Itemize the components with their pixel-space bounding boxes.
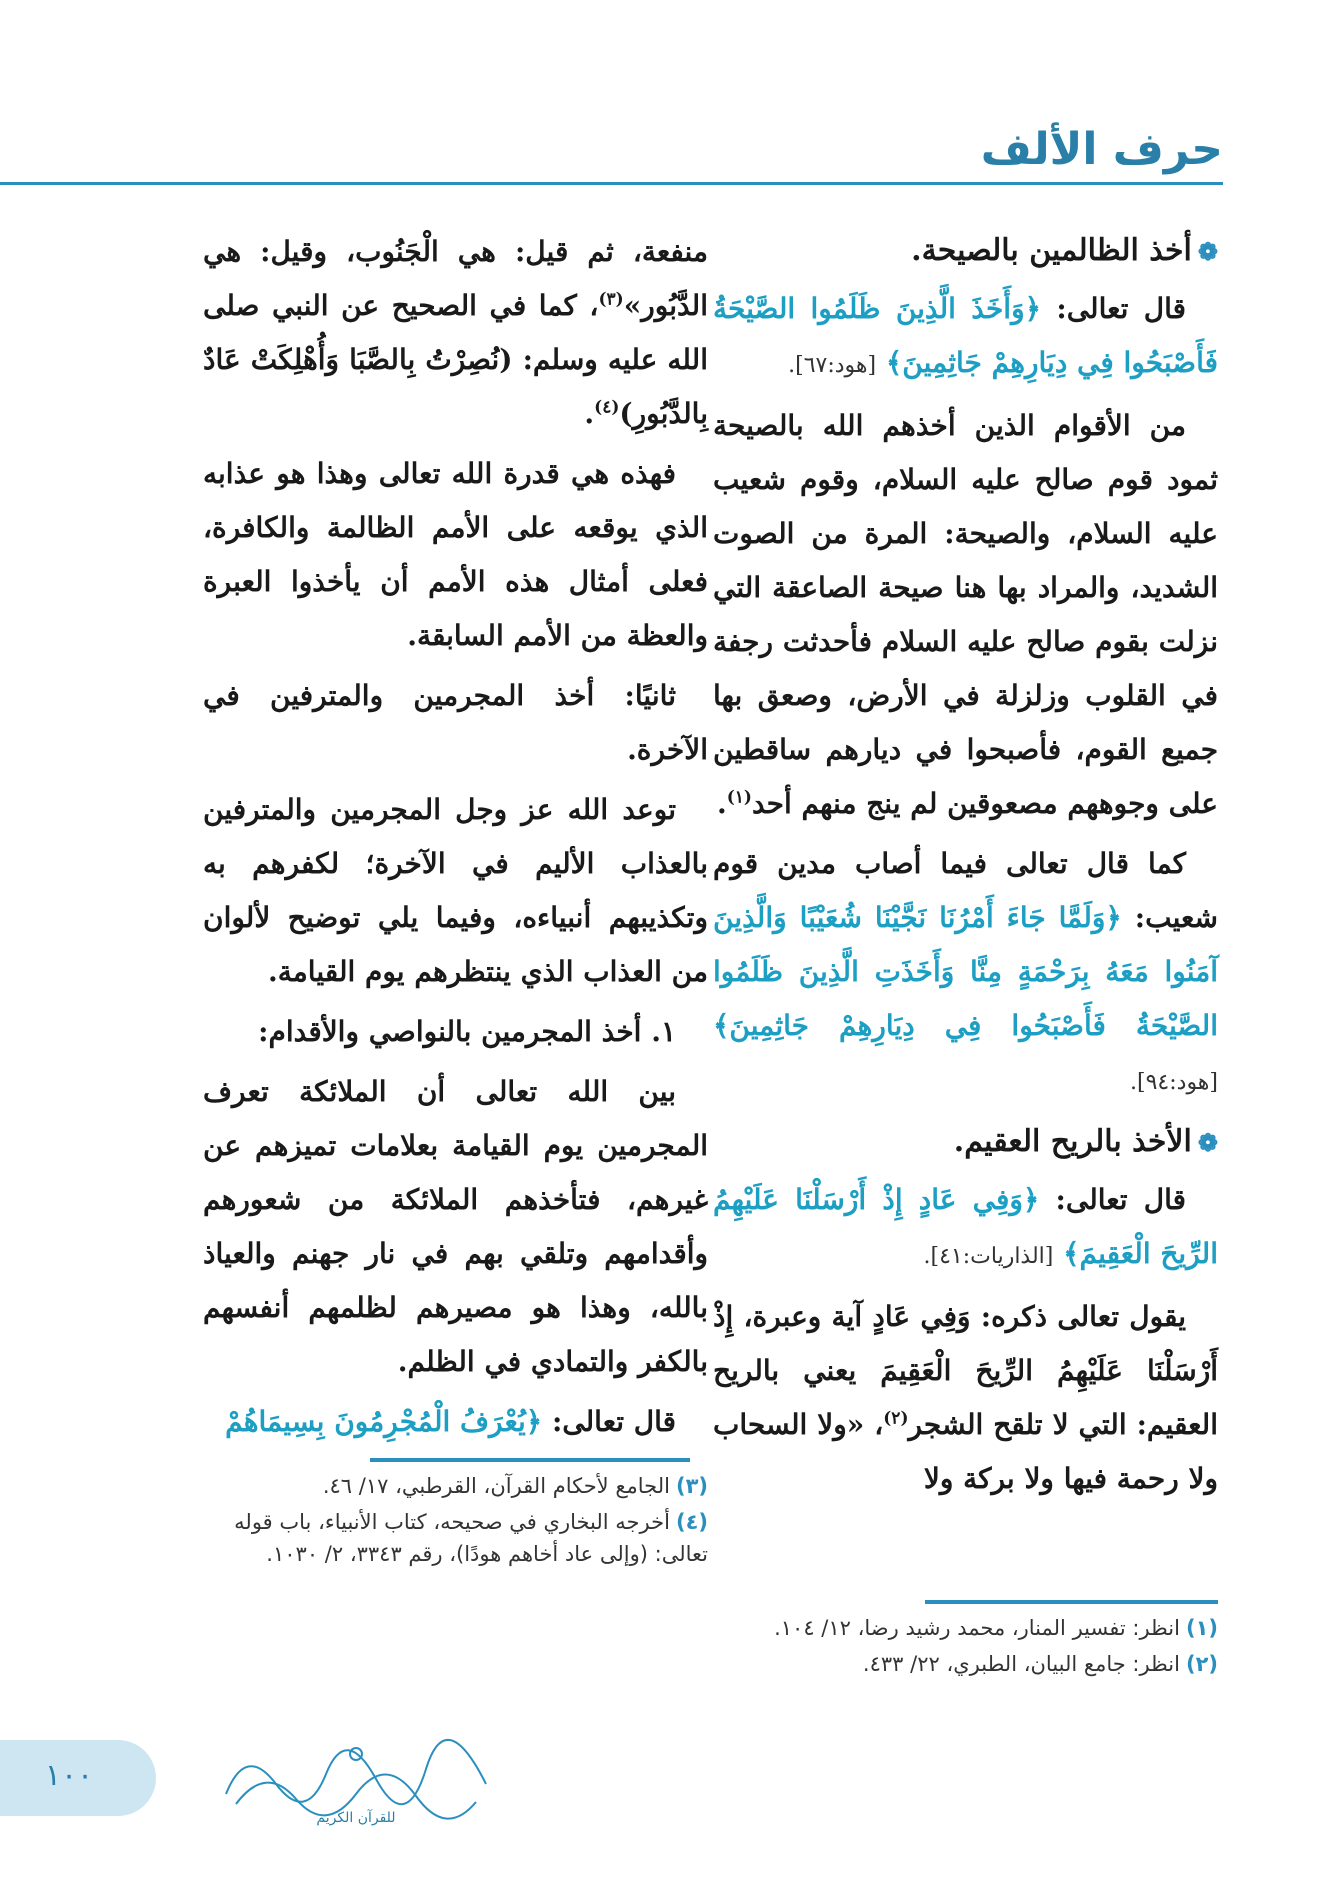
footnote: (٢)انظر: جامع البيان، الطبري، ٢٢/ ٤٣٣. [862, 1652, 1218, 1676]
quran-verse: ﴿يُعْرَفُ الْمُجْرِمُونَ بِسِيمَاهُمْ [225, 1405, 543, 1438]
subheading-second: ثانيًا: أخذ المجرمين والمترفين في الآخرة. [203, 679, 708, 766]
paragraph: قال تعالى: ﴿يُعْرَفُ الْمُجْرِمُونَ بِسِيمَاهُمْ [225, 1405, 676, 1438]
right-column [713, 225, 1218, 1512]
footnote: (٤)أخرجه البخاري في صحيحه، كتاب الأنبياء، باب قوله تعالى: (وإلى عاد أخاهم هودًا)، رقم ٣٣٤٣، ٢/ ١٠٣٠. [234, 1510, 708, 1566]
footnote: (٣)الجامع لأحكام القرآن، القرطبي، ١٧/ ٤٦. [322, 1474, 708, 1498]
footnotes-left [203, 1470, 708, 1574]
verse-reference: [هود:٦٧]. [788, 353, 877, 378]
footnote-marker: (٣) [598, 289, 624, 310]
header-divider [0, 182, 1223, 185]
quran-verse: ﴿وَأَخَذَ الَّذِينَ ظَلَمُوا الصَّيْحَةُ فَأَصْبَحُوا فِي دِيَارِهِمْ جَاثِمِينَ﴾ [713, 292, 1218, 379]
flower-bullet-icon: ❁ [1197, 237, 1218, 266]
flower-bullet-icon: ❁ [1197, 1128, 1218, 1157]
paragraph: فهذه هي قدرة الله تعالى وهذا هو عذابه الذي يوقعه على الأمم الظالمة والكافرة، فعلى أمثال هذه الأمم أن يأخذوا العبرة والعظة من الأمم السابقة. [203, 457, 708, 652]
quran-verse: ﴿وَفِي عَادٍ إِذْ أَرْسَلْنَا عَلَيْهِمُ الرِّيحَ الْعَقِيمَ﴾ [713, 1183, 1218, 1270]
verse-reference: [الذاريات:٤١]. [923, 1244, 1054, 1269]
footnote: (١)انظر: تفسير المنار، محمد رشيد رضا، ١٢/ ١٠٤. [774, 1616, 1218, 1640]
paragraph: بين الله تعالى أن الملائكة تعرف المجرمين يوم القيامة بعلامات تميزهم عن غيرهم، فتأخذهم الملائكة من شعورهم وأقدامهم وتلقي بهم في نار جهنم والعياذ بالله، وهذا هو مصيرهم لظلمهم أنفسهم بالكفر والتمادي في الظلم. [203, 1075, 708, 1378]
paragraph: قال تعالى: ﴿وَفِي عَادٍ إِذْ أَرْسَلْنَا عَلَيْهِمُ الرِّيحَ الْعَقِيمَ﴾ [الذاريات:٤١]. [713, 1183, 1218, 1270]
paragraph: يقول تعالى ذكره: وَفِي عَادٍ آية وعبرة، إِذْ أَرْسَلْنَا عَلَيْهِمُ الرِّيحَ الْعَقِيمَ يعني بالريح العقيم: التي لا تلقح الشجر$^{(٢)}$، «ولا السحاب ولا رحمة فيها ولا بركة ولا [713, 1300, 1218, 1495]
footnotes-right [713, 1612, 1218, 1684]
verse-reference: [هود:٩٤]. [1130, 1070, 1218, 1095]
logo-subtitle: للقرآن الكريم [316, 1810, 396, 1826]
paragraph: توعد الله عز وجل المجرمين والمترفين بالعذاب الأليم في الآخرة؛ لكفرهم به وتكذيبهم أنبياءه، وفيما يلي توضيح لألوان من العذاب الذي ينتظرهم يوم القيامة. [203, 793, 708, 988]
section-heading-wind: ❁الأخذ بالريح العقيم. [953, 1124, 1218, 1159]
page-header-title: حرف الألف [980, 124, 1223, 175]
footnote-marker: (١) [726, 787, 752, 808]
footnote-divider [370, 1458, 690, 1462]
subheading-numbered: ١. أخذ المجرمين بالنواصي والأقدام: [258, 1015, 676, 1048]
section-heading-shout: ❁أخذ الظالمين بالصيحة. [911, 233, 1218, 268]
paragraph: كما قال تعالى فيما أصاب مدين قوم شعيب: ﴿وَلَمَّا جَاءَ أَمْرُنَا نَجَّيْنَا شُعَيْبًا وَالَّذِينَ آمَنُوا مَعَهُ بِرَحْمَةٍ مِنَّا وَأَخَذَتِ الَّذِينَ ظَلَمُوا الصَّيْحَةُ فَأَصْبَحُوا فِي دِيَارِهِمْ جَاثِمِينَ﴾ [هود:٩٤]. [713, 847, 1218, 1095]
footnote-marker: (٢) [883, 1408, 909, 1429]
paragraph: من الأقوام الذين أخذهم الله بالصيحة ثمود قوم صالح عليه السلام، وقوم شعيب عليه السلام، والصيحة: المرة من الصوت الشديد، والمراد بها هنا صيحة الصاعقة التي نزلت بقوم صالح عليه السلام فأحدثت رجفة في القلوب وزلزلة في الأرض، وصعق بها جميع القوم، فأصبحوا في ديارهم ساقطين على وجوههم مصعوقين لم ينج منهم أحد$^{(١)}$. [713, 409, 1218, 820]
paragraph: منفعة، ثم قيل: هي الْجَنُوب، وقيل: هي الدَّبُور»$^{(٣)}$، كما في الصحيح عن النبي صلى الله عليه وسلم: (نُصِرْتُ بِالصَّبَا وَأُهْلِكَتْ عَادٌ بِالدَّبُورِ)$^{(٤)}$. [203, 235, 708, 430]
encyclopedia-logo [206, 1724, 506, 1834]
page-number: ١٠٠ [44, 1758, 94, 1793]
footnote-marker: (٤) [594, 397, 620, 418]
paragraph: قال تعالى: ﴿وَأَخَذَ الَّذِينَ ظَلَمُوا الصَّيْحَةُ فَأَصْبَحُوا فِي دِيَارِهِمْ جَاثِمِينَ﴾ [هود:٦٧]. [713, 292, 1218, 379]
quran-verse: ﴿وَلَمَّا جَاءَ أَمْرُنَا نَجَّيْنَا شُعَيْبًا وَالَّذِينَ آمَنُوا مَعَهُ بِرَحْمَةٍ مِنَّا وَأَخَذَتِ الَّذِينَ ظَلَمُوا الصَّيْحَةُ فَأَصْبَحُوا فِي دِيَارِهِمْ جَاثِمِينَ﴾ [713, 901, 1218, 1042]
left-column [203, 225, 708, 1455]
footnote-divider [925, 1600, 1218, 1604]
